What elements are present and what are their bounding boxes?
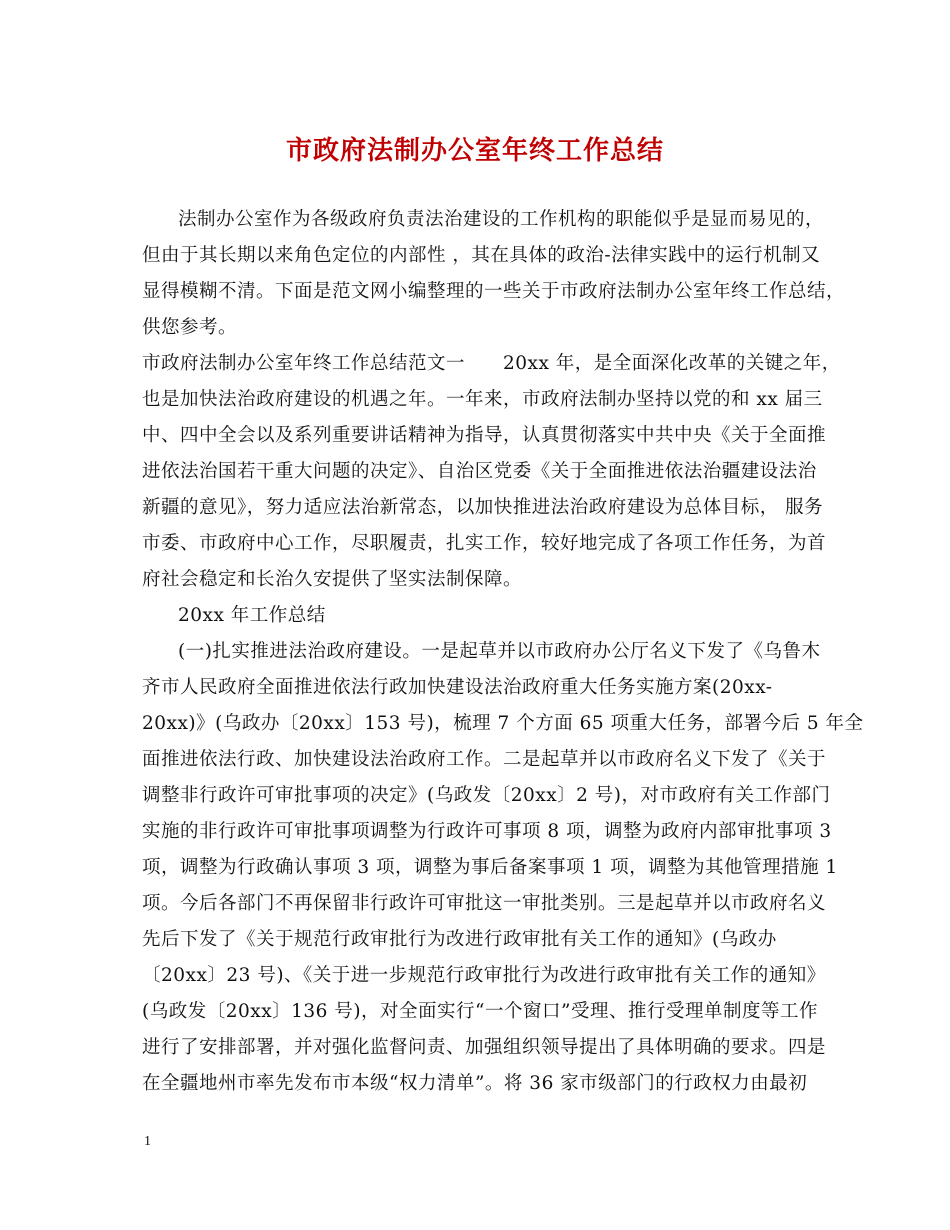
paragraph-line: 中、四中全会以及系列重要讲话精神为指导，认真贯彻落实中共中央《关于全面推 — [142, 425, 827, 446]
paragraph-line: (乌政发〔20xx〕136 号)，对全面实行“一个窗口”受理、推行受理单制度等工作 — [142, 1001, 818, 1022]
paragraph-line: 新疆的意见》，努力适应法治新常态，以加快推进法治政府建设为总体目标， 服务 — [142, 497, 824, 518]
page-number: 1 — [144, 1134, 151, 1149]
paragraph-line: 调整非行政许可审批事项的决定》(乌政发〔20xx〕2 号)，对市政府有关工作部门 — [142, 785, 831, 806]
paragraph-line: 在全疆地州市率先发布市本级“权力清单”。将 36 家市级部门的行政权力由最初 — [142, 1073, 808, 1094]
paragraph-line: 供您参考。 — [142, 317, 238, 338]
paragraph-line: 〔20xx〕23 号)、《关于进一步规范行政审批行为改进行政审批有关工作的通知》 — [142, 965, 826, 986]
paragraph-line: 20xx)》(乌政办〔20xx〕153 号)，梳理 7 个方面 65 项重大任务，部署今后 5 年全 — [142, 713, 864, 734]
paragraph-line: 显得模糊不清。下面是范文网小编整理的一些关于市政府法制办公室年终工作总结， — [142, 281, 846, 302]
paragraph-line: 项。今后各部门不再保留非行政许可审批这一审批类别。三是起草并以市政府名义 — [142, 893, 827, 914]
paragraph-line: 府社会稳定和长治久安提供了坚实法制保障。 — [142, 569, 523, 590]
paragraph-line: 市政府法制办公室年终工作总结范文一 20xx 年，是全面深化改革的关键之年， — [142, 353, 841, 374]
paragraph-line: 先后下发了《关于规范行政审批行为改进行政审批有关工作的通知》(乌政办 — [142, 929, 777, 950]
paragraph-line: 法制办公室作为各级政府负责法治建设的工作机构的职能似乎是显而易见的， — [178, 209, 825, 230]
paragraph-line: 进行了安排部署，并对强化监督问责、加强组织领导提出了具体明确的要求。四是 — [142, 1037, 827, 1058]
section-heading: 20xx 年工作总结 — [178, 605, 326, 626]
paragraph-line: 项，调整为行政确认事项 3 项，调整为事后备案事项 1 项，调整为其他管理措施 1 — [142, 857, 838, 878]
document-title: 市政府法制办公室年终工作总结 — [285, 136, 664, 166]
paragraph-line: 齐市人民政府全面推进依法行政加快建设法治政府重大任务实施方案(20xx- — [142, 677, 773, 698]
paragraph-line: 面推进依法行政、加快建设法治政府工作。二是起草并以市政府名义下发了《关于 — [142, 749, 827, 770]
paragraph-line: 也是加快法治政府建设的机遇之年。一年来，市政府法制办坚持以党的和 xx 届三 — [142, 389, 823, 410]
paragraph-line: 市委、市政府中心工作，尽职履责，扎实工作，较好地完成了各项工作任务，为首 — [142, 533, 827, 554]
paragraph-line: 但由于其长期以来角色定位的内部性 ，其在具体的政治-法律实践中的运行机制又 — [142, 245, 821, 266]
paragraph-line: (一)扎实推进法治政府建设。一是起草并以市政府办公厅名义下发了《乌鲁木 — [178, 641, 821, 662]
paragraph-line: 进依法治国若干重大问题的决定》、自治区党委《关于全面推进依法治疆建设法治 — [142, 461, 817, 482]
paragraph-line: 实施的非行政许可审批事项调整为行政许可事项 8 项，调整为政府内部审批事项 3 — [142, 821, 832, 842]
